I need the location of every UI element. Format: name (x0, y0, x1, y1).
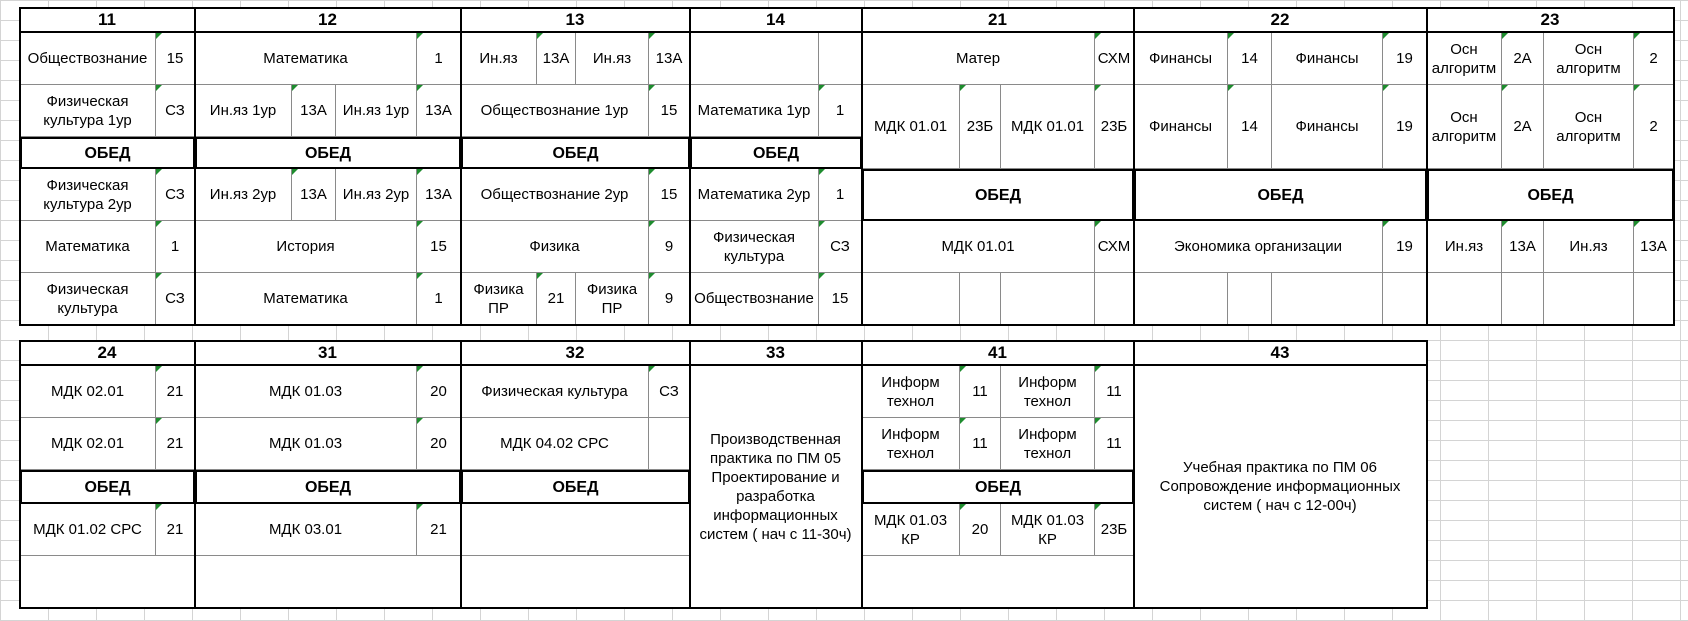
cell-subject[interactable]: Экономика организации (1134, 221, 1383, 273)
cell-room[interactable]: 13А (292, 169, 336, 221)
cell-room[interactable]: СЗ (819, 221, 862, 273)
cell-empty[interactable] (461, 504, 690, 556)
cell-subject[interactable]: Физика ПР (461, 273, 537, 325)
cell-subject[interactable]: Ин.яз (461, 33, 537, 85)
cell-subject[interactable]: Осн алгоритм (1427, 85, 1502, 169)
cell-empty[interactable] (960, 273, 1001, 325)
cell-room[interactable]: СХМ (1095, 221, 1134, 273)
cell-subject[interactable]: МДК 04.02 СРС (461, 418, 649, 470)
cell-room[interactable]: СЗ (156, 273, 195, 325)
cell-room[interactable]: 2 (1634, 85, 1674, 169)
cell-room[interactable]: СЗ (156, 85, 195, 137)
group-header-21[interactable]: 21 (862, 8, 1134, 33)
cell-room[interactable]: 23Б (960, 85, 1001, 169)
cell-empty[interactable] (1272, 273, 1383, 325)
cell-room[interactable]: 14 (1228, 33, 1272, 85)
cell-subject[interactable]: Обществознание (20, 33, 156, 85)
cell-subject[interactable]: Физика ПР (576, 273, 649, 325)
lunch-break[interactable]: ОБЕД (1134, 169, 1427, 221)
cell-empty[interactable] (195, 556, 461, 608)
cell-room[interactable]: 20 (960, 504, 1001, 556)
cell-room[interactable]: 11 (960, 366, 1001, 418)
cell-empty[interactable] (1544, 273, 1634, 325)
lunch-break[interactable]: ОБЕД (461, 137, 690, 169)
cell-subject[interactable]: Обществознание 2ур (461, 169, 649, 221)
cell-empty[interactable] (1634, 273, 1674, 325)
cell-room[interactable]: 2 (1634, 33, 1674, 85)
cell-subject[interactable]: МДК 02.01 (20, 418, 156, 470)
group-header-14[interactable]: 14 (690, 8, 862, 33)
cell-room[interactable]: 1 (819, 85, 862, 137)
cell-subject[interactable]: МДК 01.01 (862, 85, 960, 169)
lunch-break[interactable]: ОБЕД (1427, 169, 1674, 221)
lunch-break[interactable]: ОБЕД (862, 169, 1134, 221)
cell-room[interactable]: 20 (417, 418, 461, 470)
cell-room[interactable]: 13А (417, 169, 461, 221)
cell-subject[interactable]: Финансы (1272, 85, 1383, 169)
cell-subject[interactable]: Матер (862, 33, 1095, 85)
cell-subject[interactable]: Финансы (1134, 33, 1228, 85)
cell-subject[interactable]: Информ технол (862, 418, 960, 470)
cell-subject[interactable]: Физика (461, 221, 649, 273)
group-header-32[interactable]: 32 (461, 341, 690, 366)
group-header-41[interactable]: 41 (862, 341, 1134, 366)
cell-subject[interactable]: МДК 02.01 (20, 366, 156, 418)
group-header-13[interactable]: 13 (461, 8, 690, 33)
cell-room[interactable]: 21 (417, 504, 461, 556)
cell-subject[interactable]: Осн алгоритм (1427, 33, 1502, 85)
cell-subject[interactable]: Ин.яз 2ур (195, 169, 292, 221)
group-header-22[interactable]: 22 (1134, 8, 1427, 33)
cell-room[interactable]: 15 (819, 273, 862, 325)
cell-empty[interactable] (649, 418, 690, 470)
cell-subject[interactable]: МДК 01.03 (195, 366, 417, 418)
cell-room[interactable]: 1 (417, 33, 461, 85)
cell-room[interactable]: 14 (1228, 85, 1272, 169)
cell-room[interactable]: 13А (292, 85, 336, 137)
cell-room[interactable]: 21 (537, 273, 576, 325)
cell-empty[interactable] (1001, 273, 1095, 325)
cell-room[interactable]: 2А (1502, 85, 1544, 169)
cell-empty[interactable] (1095, 273, 1134, 325)
cell-subject[interactable]: МДК 01.02 СРС (20, 504, 156, 556)
cell-empty[interactable] (461, 556, 690, 608)
lunch-break[interactable]: ОБЕД (862, 470, 1134, 504)
cell-subject[interactable]: Физическая культура 1ур (20, 85, 156, 137)
cell-room[interactable]: 15 (649, 85, 690, 137)
cell-empty[interactable] (1383, 273, 1427, 325)
cell-subject[interactable]: Финансы (1272, 33, 1383, 85)
cell-subject[interactable]: Информ технол (1001, 366, 1095, 418)
practice-cell[interactable]: Учебная практика по ПМ 06 Сопровождение информационных систем ( нач с 12-00ч) (1134, 366, 1427, 608)
cell-room[interactable]: 15 (649, 169, 690, 221)
cell-empty[interactable] (862, 556, 1134, 608)
cell-subject[interactable]: МДК 01.03 КР (1001, 504, 1095, 556)
cell-room[interactable]: 9 (649, 273, 690, 325)
cell-subject[interactable]: Ин.яз (1427, 221, 1502, 273)
cell-subject[interactable]: Физическая культура (461, 366, 649, 418)
group-header-23[interactable]: 23 (1427, 8, 1674, 33)
cell-room[interactable]: 23Б (1095, 504, 1134, 556)
lunch-break[interactable]: ОБЕД (690, 137, 862, 169)
cell-room[interactable]: 13А (417, 85, 461, 137)
cell-room[interactable]: 11 (1095, 418, 1134, 470)
cell-subject[interactable]: МДК 01.01 (862, 221, 1095, 273)
cell-subject[interactable]: Ин.яз (576, 33, 649, 85)
cell-subject[interactable]: МДК 01.03 (195, 418, 417, 470)
lunch-break[interactable]: ОБЕД (20, 470, 195, 504)
cell-subject[interactable]: Информ технол (1001, 418, 1095, 470)
cell-room[interactable]: СХМ (1095, 33, 1134, 85)
cell-subject[interactable]: Физическая культура 2ур (20, 169, 156, 221)
group-header-11[interactable]: 11 (20, 8, 195, 33)
cell-room[interactable]: 20 (417, 366, 461, 418)
cell-subject[interactable]: Обществознание (690, 273, 819, 325)
cell-subject[interactable]: Ин.яз 1ур (195, 85, 292, 137)
cell-subject[interactable]: Ин.яз 1ур (336, 85, 417, 137)
cell-empty[interactable] (1502, 273, 1544, 325)
cell-room[interactable]: 19 (1383, 33, 1427, 85)
cell-room[interactable]: 19 (1383, 85, 1427, 169)
cell-empty[interactable] (20, 556, 195, 608)
cell-subject[interactable]: Математика 2ур (690, 169, 819, 221)
cell-room[interactable]: 11 (1095, 366, 1134, 418)
group-header-33[interactable]: 33 (690, 341, 862, 366)
cell-subject[interactable]: Обществознание 1ур (461, 85, 649, 137)
cell-subject[interactable]: Осн алгоритм (1544, 33, 1634, 85)
cell-room[interactable]: 21 (156, 418, 195, 470)
cell-empty[interactable] (819, 33, 862, 85)
cell-subject[interactable]: Ин.яз 2ур (336, 169, 417, 221)
lunch-break[interactable]: ОБЕД (195, 137, 461, 169)
cell-room[interactable]: 13А (537, 33, 576, 85)
lunch-break[interactable]: ОБЕД (461, 470, 690, 504)
group-header-24[interactable]: 24 (20, 341, 195, 366)
cell-room[interactable]: 11 (960, 418, 1001, 470)
cell-room[interactable]: 9 (649, 221, 690, 273)
cell-room[interactable]: 15 (156, 33, 195, 85)
cell-subject[interactable]: Математика (20, 221, 156, 273)
cell-subject[interactable]: МДК 03.01 (195, 504, 417, 556)
cell-room[interactable]: 13А (1502, 221, 1544, 273)
cell-subject[interactable]: История (195, 221, 417, 273)
cell-room[interactable]: 19 (1383, 221, 1427, 273)
cell-room[interactable]: 1 (417, 273, 461, 325)
cell-empty[interactable] (690, 33, 819, 85)
cell-room[interactable]: 1 (156, 221, 195, 273)
cell-subject[interactable]: Финансы (1134, 85, 1228, 169)
lunch-break[interactable]: ОБЕД (195, 470, 461, 504)
cell-subject[interactable]: МДК 01.01 (1001, 85, 1095, 169)
cell-empty[interactable] (1228, 273, 1272, 325)
cell-subject[interactable]: Математика (195, 33, 417, 85)
cell-room[interactable]: СЗ (156, 169, 195, 221)
cell-room[interactable]: СЗ (649, 366, 690, 418)
cell-room[interactable]: 21 (156, 366, 195, 418)
cell-room[interactable]: 15 (417, 221, 461, 273)
cell-subject[interactable]: Ин.яз (1544, 221, 1634, 273)
cell-room[interactable]: 13А (1634, 221, 1674, 273)
practice-cell[interactable]: Производственная практика по ПМ 05 Проектирование и разработка информационных систем ( нач с 11-30ч) (690, 366, 862, 608)
group-header-43[interactable]: 43 (1134, 341, 1427, 366)
cell-empty[interactable] (1427, 273, 1502, 325)
cell-empty[interactable] (862, 273, 960, 325)
cell-subject[interactable]: Математика 1ур (690, 85, 819, 137)
lunch-break[interactable]: ОБЕД (20, 137, 195, 169)
cell-empty[interactable] (1134, 273, 1228, 325)
cell-room[interactable]: 21 (156, 504, 195, 556)
cell-subject[interactable]: Информ технол (862, 366, 960, 418)
cell-subject[interactable]: Физическая культура (20, 273, 156, 325)
group-header-12[interactable]: 12 (195, 8, 461, 33)
cell-room[interactable]: 23Б (1095, 85, 1134, 169)
cell-subject[interactable]: МДК 01.03 КР (862, 504, 960, 556)
cell-room[interactable]: 1 (819, 169, 862, 221)
cell-subject[interactable]: Физическая культура (690, 221, 819, 273)
cell-subject[interactable]: Осн алгоритм (1544, 85, 1634, 169)
cell-room[interactable]: 2А (1502, 33, 1544, 85)
cell-room[interactable]: 13А (649, 33, 690, 85)
cell-subject[interactable]: Математика (195, 273, 417, 325)
group-header-31[interactable]: 31 (195, 341, 461, 366)
